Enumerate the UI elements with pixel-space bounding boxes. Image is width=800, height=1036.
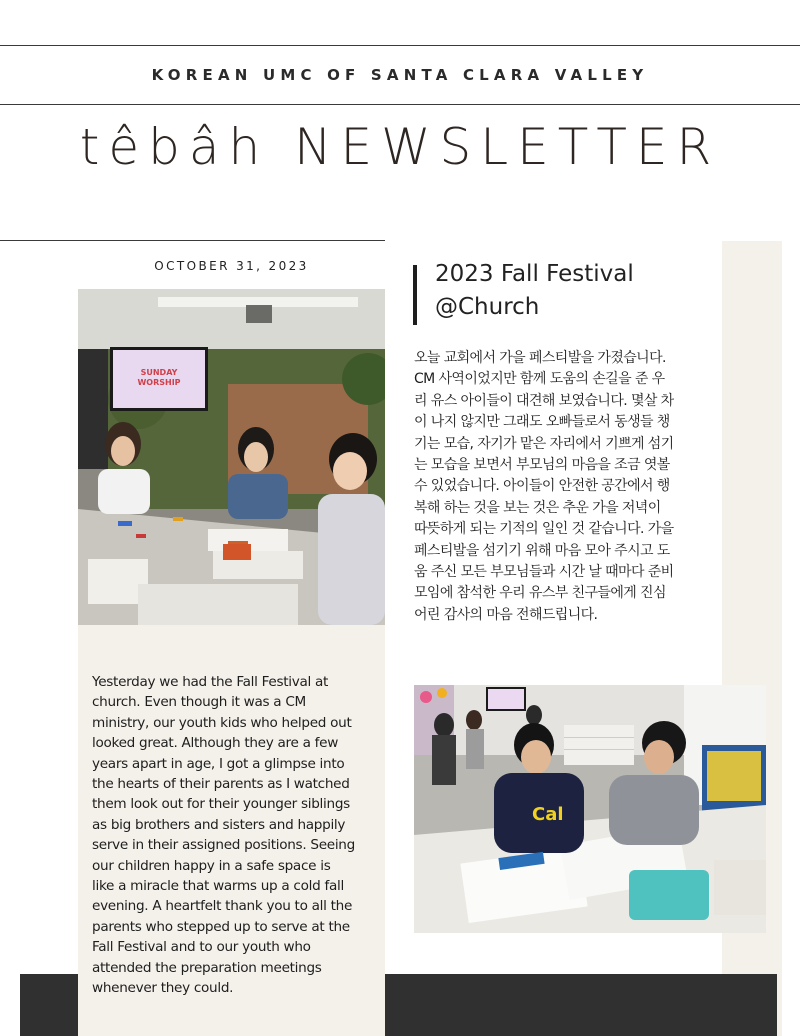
article-title-line: @Church (435, 294, 540, 320)
korean-line: 이 나지 않지만 그래도 오빠들로서 동생들 챙 (414, 414, 670, 431)
header-rule (0, 104, 800, 105)
korean-line: 페스티발을 섬기기 위해 마음 모아 주시고 도 (414, 542, 670, 559)
footer-block-right (385, 974, 777, 1036)
english-line: parents who stepped up to serve at the (92, 918, 350, 935)
korean-line: 오늘 교회에서 가을 페스티발을 가졌습니다. (414, 350, 666, 366)
english-line: Fall Festival and to our youth who (92, 939, 311, 956)
english-line: whenever they could. (92, 980, 234, 997)
english-line: years apart in age, I got a glimpse into (92, 755, 345, 772)
top-rule (0, 45, 800, 46)
korean-line: 리 유스 아이들이 대견해 보였습니다. 몇살 차 (414, 392, 674, 409)
organization-name: KOREAN UMC OF SANTA CLARA VALLEY (151, 66, 649, 84)
korean-line: 수 있었습니다. 아이들이 안전한 공간에서 행 (414, 478, 670, 495)
title-accent-bar (413, 265, 417, 325)
svg-text:Cal: Cal (532, 804, 564, 825)
article-title (435, 258, 715, 324)
english-line: ministry, our youth kids who helped out (92, 714, 352, 731)
english-line: serve in their assigned positions. Seeing (92, 837, 355, 854)
english-line: looked great. Although they are a few (92, 735, 339, 752)
date-rule (0, 240, 385, 241)
korean-line: 는 모습을 보면서 부모님의 마음을 조금 엿볼 (414, 457, 670, 474)
english-line: as big brothers and sisters and happily (92, 816, 346, 833)
english-line: attended the preparation meetings (92, 959, 322, 976)
festival-photo-boys-drawing (414, 685, 766, 933)
korean-line: 따뜻하게 되는 기적의 일인 것 같습니다. 가을 (414, 521, 674, 538)
english-line: Yesterday we had the Fall Festival at (92, 674, 329, 690)
korean-line: 기는 모습, 자기가 맡은 자리에서 기쁘게 섬기 (414, 435, 674, 452)
tv-screen-text-line1: SUNDAY (140, 368, 178, 377)
english-line: like a miracle that warms up a cold fall (92, 878, 344, 895)
korean-line: 움 주신 모든 부모님들과 시간 날 때마다 준비 (414, 564, 674, 581)
english-article-body (92, 672, 377, 999)
korean-line: CM 사역이었지만 함께 도움의 손길을 준 우 (414, 371, 665, 388)
festival-photo-kids-table (78, 289, 385, 625)
english-line: evening. A heartfelt thank you to all the (92, 898, 353, 915)
korean-article-body (414, 348, 714, 626)
english-line: church. Even though it was a CM (92, 694, 306, 711)
korean-line: 모임에 참석한 우리 유스부 친구들에게 진심 (414, 585, 666, 602)
article-title-line: 2023 Fall Festival (435, 261, 634, 287)
tv-screen-text-line2: WORSHIP (137, 378, 181, 387)
english-line: our children happy in a safe space is (92, 857, 331, 874)
korean-line: 복해 하는 것을 보는 것은 추운 가을 저녁이 (414, 499, 661, 516)
newsletter-title: têbâh NEWSLETTER (79, 118, 721, 176)
english-line: them look out for their younger siblings (92, 796, 350, 813)
footer-block-left (20, 974, 78, 1036)
issue-date: OCTOBER 31, 2023 (154, 259, 309, 273)
english-line: the hearts of their parents as I watched (92, 776, 350, 793)
korean-line: 어린 감사의 마음 전해드립니다. (414, 606, 598, 623)
